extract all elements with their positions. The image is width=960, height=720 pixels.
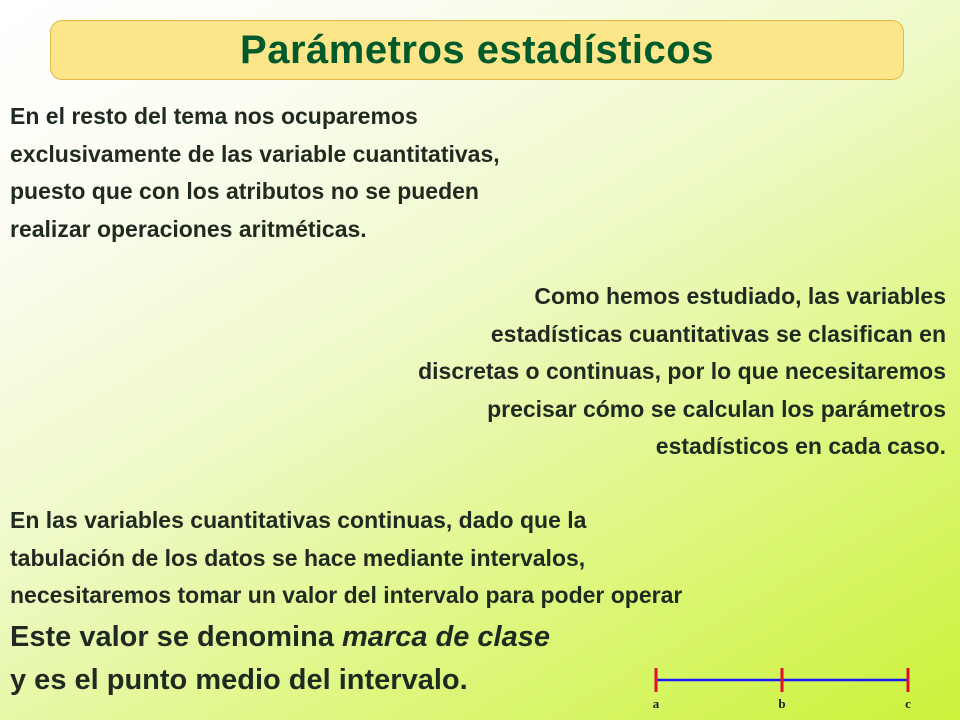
paragraph-line: Como hemos estudiado, las variables [534,283,946,309]
label-b: b [778,696,786,711]
paragraph-line: puesto que con los atributos no se pueden [10,178,479,204]
label-a: a [652,696,660,711]
paragraph-line: En las variables cuantitativas continuas, dado que la [10,507,587,533]
paragraph-line: necesitaremos tomar un valor del intervalo para poder operar [10,582,683,608]
paragraph-intro [10,98,500,248]
title-banner [50,20,904,80]
conclusion-line-1 [10,617,550,657]
paragraph-line: exclusivamente de las variable cuantitativas, [10,140,500,167]
paragraph-line: estadísticas cuantitativas se clasifican en [490,320,946,347]
class-mark-term: marca de clase [342,621,550,653]
conclusion-line-2: y es el punto medio del intervalo. [10,664,468,696]
paragraph-line: precisar cómo se calculan los parámetros [487,395,946,422]
paragraph-classification [418,278,946,466]
paragraph-line: realizar operaciones aritméticas. [10,215,367,242]
conclusion-text: Este valor se denomina [10,621,343,653]
label-c: c [905,696,911,711]
paragraph-line: tabulación de los datos se hace mediante intervalos, [10,544,586,571]
interval-diagram [648,660,918,715]
slide-title: Parámetros estadísticos [240,28,714,72]
paragraph-line: discretas o continuas, por lo que necesitaremos [418,358,946,384]
paragraph-line: estadísticos en cada caso. [655,433,946,459]
paragraph-continuous [10,502,682,615]
paragraph-line: En el resto del tema nos ocuparemos [10,103,418,129]
